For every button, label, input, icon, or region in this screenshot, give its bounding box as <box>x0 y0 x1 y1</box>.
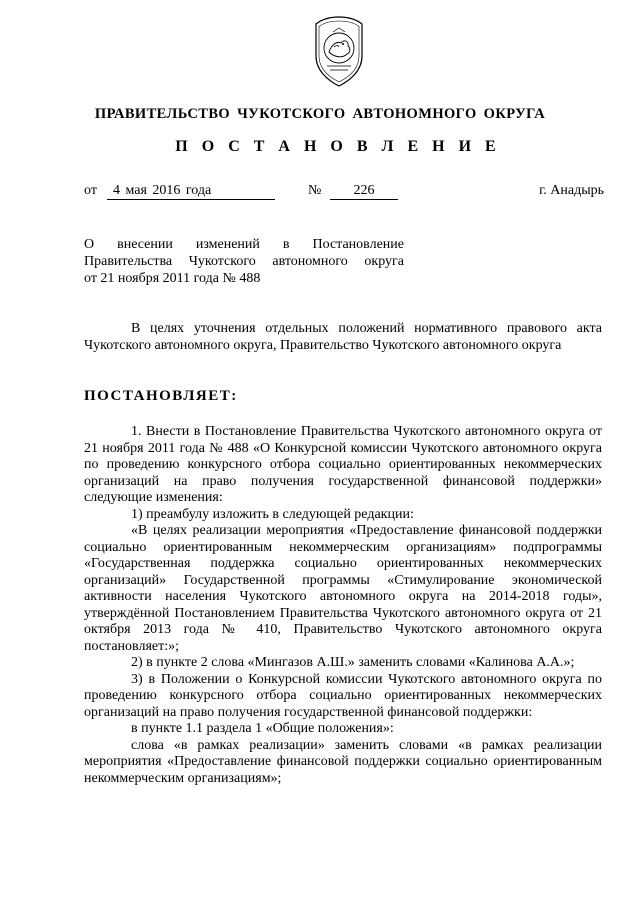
document-date: 4 мая 2016 года <box>107 183 275 200</box>
intro-paragraph: В целях уточнения отдельных положений нормативного правового акта Чукотского автономного округа, Правительство Чукотского автономного округа <box>84 321 602 353</box>
number-label: № <box>308 183 322 198</box>
paragraph-3: «В целях реализации мероприятия «Предоставление финансовой поддержки социально ориентированным некоммерческим организациям» подпрограммы «Государственная поддержка социально ориентированных некоммерческих организаций» Государственной программы «Стимулирование экономической активности населения Чукотского автономного округа на 2014-2018 годы», утверждённой Постановлением Правительства Чукотского автономного округа от 21 октября 2013 года № 410, Правительство Чукотского автономного округа постановляет:»; <box>84 523 602 654</box>
paragraph-4: 2) в пункте 2 слова «Мингазов А.Ш.» заменить словами «Калинова А.А.»; <box>131 655 575 670</box>
paragraph-5: 3) в Положении о Конкурсной комиссии Чукотского автономного округа по проведению конкурсного отбора социально ориентированных некоммерческих организаций на право получения государственной финансовой поддержки: <box>84 671 602 720</box>
paragraph-6: в пункте 1.1 раздела 1 «Общие положения»: <box>131 721 394 736</box>
subject-line-2: Правительства Чукотского автономного округа <box>84 254 404 269</box>
city-name: г. Анадырь <box>539 183 604 198</box>
subject-line-1: О внесении изменений в Постановление <box>84 237 404 252</box>
paragraph-7: слова «в рамках реализации» заменить словами «в рамках реализации мероприятия «Предоставление финансовой поддержки социально ориентированным некоммерческим организациям»; <box>84 737 602 786</box>
date-from-label: от <box>84 183 97 198</box>
subject-line-3: от 21 ноября 2011 года № 488 <box>84 271 261 286</box>
paragraph-2: 1) преамбулу изложить в следующей редакции: <box>131 506 414 522</box>
document-type-title: П О С Т А Н О В Л Е Н И Е <box>175 138 501 155</box>
main-text <box>84 424 602 787</box>
decree-heading: ПОСТАНОВЛЯЕТ: <box>84 388 238 404</box>
document-subject <box>84 236 404 287</box>
coat-of-arms-emblem <box>307 14 371 90</box>
date-number-line <box>84 183 604 203</box>
intro-block <box>84 321 602 354</box>
paragraph-1: 1. Внести в Постановление Правительства Чукотского автономного округа от 21 ноября 2011 года № 488 «О Конкурсной комиссии Чукотского автономного округа по проведению конкурсного отбора социально ориентированных некоммерческих организаций на право получения государственной финансовой поддержки» следующие изменения: <box>84 424 602 505</box>
government-title: ПРАВИТЕЛЬСТВО ЧУКОТСКОГО АВТОНОМНОГО ОКРУГА <box>94 106 546 122</box>
document-number: 226 <box>330 183 398 200</box>
